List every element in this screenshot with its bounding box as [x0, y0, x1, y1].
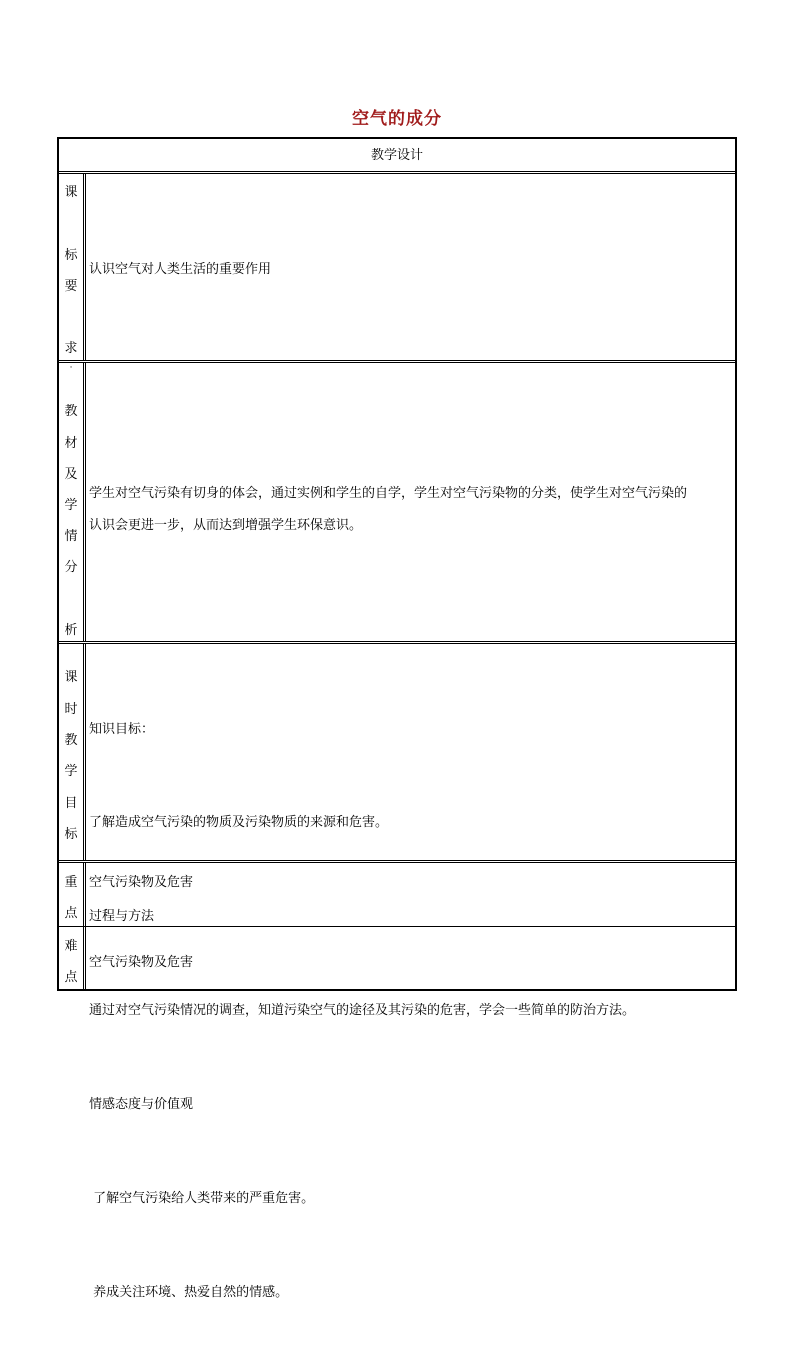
material-analysis-content: [89, 478, 727, 542]
objective-line: 了解造成空气污染的物质及污染物质的来源和危害。: [89, 815, 389, 831]
row-label-key-points: 重 点: [59, 863, 86, 926]
row-label-difficult-points: 难 点: [59, 927, 86, 989]
table-header-row: [59, 139, 735, 174]
curriculum-standard-content: 认识空气对人类生活的重要作用: [89, 262, 272, 277]
row-difficult-points: [59, 927, 735, 989]
row-key-points: [59, 863, 735, 927]
objective-line: 过程与方法: [89, 909, 155, 925]
document-title: 空气的成分: [352, 109, 442, 129]
row-label-material-analysis: · 教 材 及 学 情 分 析: [59, 363, 86, 641]
row-label-lesson-objectives: 课 时 教 学 目 标: [59, 644, 86, 860]
objective-line: 通过对空气污染情况的调查，知道污染空气的途径及其污染的危害，学会一些简单的防治方法。: [89, 1003, 636, 1019]
analysis-line: 学生对空气污染有切身的体会，通过实例和学生的自学，学生对空气污染物的分类，使学生对空气污染的: [89, 486, 688, 501]
analysis-line: 认识会更进一步，从而达到增强学生环保意识。: [89, 518, 363, 533]
key-points-content: 空气污染物及危害: [89, 875, 194, 890]
objective-line: 知识目标：: [89, 721, 155, 737]
row-material-analysis: [59, 363, 735, 644]
lesson-objectives-content: [89, 651, 727, 1371]
difficult-points-content: 空气污染物及危害: [89, 955, 194, 970]
lesson-design-table: [57, 137, 737, 1300]
row-curriculum-standard: [59, 174, 735, 363]
row-label-curriculum-standard: 课 标 要 求: [59, 174, 86, 360]
objective-line: 情感态度与价值观: [89, 1097, 194, 1113]
table-header: 教学设计: [370, 148, 423, 163]
objective-line: 养成关注环境、热爱自然的情感。: [89, 1284, 289, 1300]
objective-line: 了解空气污染给人类带来的严重危害。: [89, 1191, 315, 1207]
